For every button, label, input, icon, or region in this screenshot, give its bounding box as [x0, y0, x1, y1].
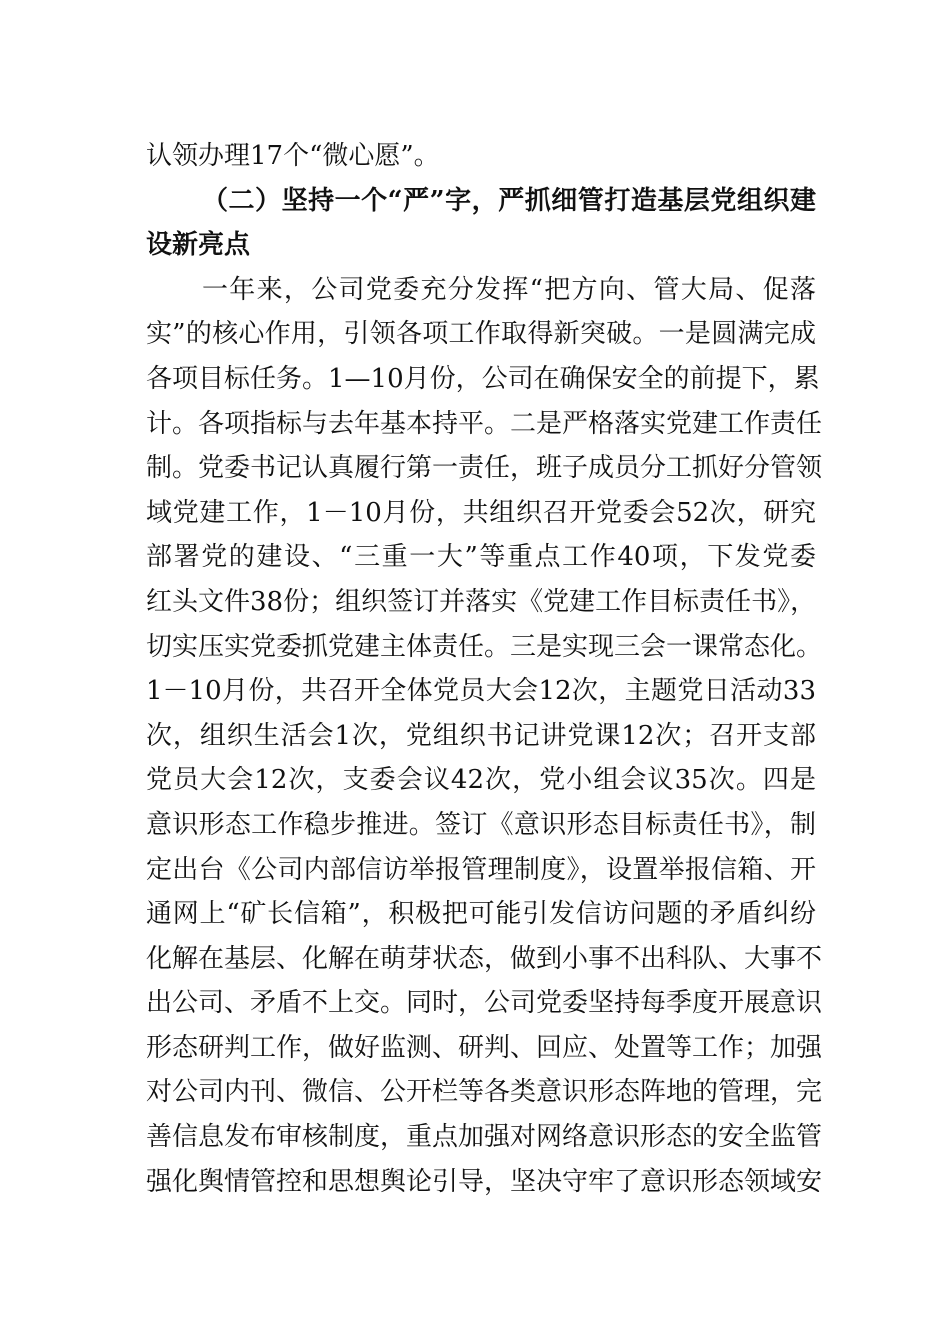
paragraph-line: 通网上“矿长信箱”，积极把可能引发信访问题的矛盾纠纷: [146, 899, 816, 930]
body-text: [146, 134, 823, 1204]
paragraph-line: 1－10月份，共召开全体党员大会12次，主题党日活动33: [146, 676, 816, 707]
paragraph-line: 计。各项指标与去年基本持平。二是严格落实党建工作责任: [146, 408, 823, 439]
paragraph-line: 一年来，公司党委充分发挥“把方向、管大局、促落: [202, 274, 816, 305]
paragraph-line: 制。党委书记认真履行第一责任，班子成员分工抓好分管领: [146, 453, 823, 484]
paragraph-line: 善信息发布审核制度，重点加强对网络意识形态的安全监管: [146, 1122, 823, 1153]
paragraph-line: 强化舆情管控和思想舆论引导，坚决守牢了意识形态领域安: [146, 1166, 823, 1197]
section-heading-line: （二）坚持一个“严”字，严抓细管打造基层党组织建: [202, 185, 816, 216]
paragraph-line: 形态研判工作，做好监测、研判、回应、处置等工作；加强: [146, 1032, 823, 1063]
paragraph-line: 意识形态工作稳步推进。签订《意识形态目标责任书》，制: [146, 809, 816, 840]
paragraph-line: 次，组织生活会1次，党组织书记讲党课12次；召开支部: [146, 720, 816, 751]
paragraph-line: 实”的核心作用，引领各项工作取得新突破。一是圆满完成: [146, 319, 816, 350]
paragraph-line: 认领办理17个“微心愿”。: [146, 141, 440, 171]
paragraph-line: 对公司内刊、微信、公开栏等各类意识形态阵地的管理，完: [146, 1077, 823, 1108]
section-heading-line: 设新亮点: [146, 230, 251, 261]
paragraph-line: 出公司、矛盾不上交。同时，公司党委坚持每季度开展意识: [146, 988, 823, 1019]
paragraph-line: 域党建工作，1－10月份，共组织召开党委会52次，研究: [146, 497, 816, 528]
paragraph-line: 红头文件38份；组织签订并落实《党建工作目标责任书》，: [146, 586, 817, 617]
paragraph-line: 部署党的建设、“三重一大”等重点工作40项，下发党委: [146, 542, 816, 573]
paragraph-line: 化解在基层、化解在萌芽状态，做到小事不出科队、大事不: [146, 943, 823, 974]
paragraph-line: 各项目标任务。1—10月份，公司在确保安全的前提下，累: [146, 363, 820, 394]
paragraph-line: 切实压实党委抓党建主体责任。三是实现三会一课常态化。: [146, 631, 823, 662]
paragraph-line: 定出台《公司内部信访举报管理制度》，设置举报信箱、开: [146, 854, 816, 885]
paragraph-line: 党员大会12次，支委会议42次，党小组会议35次。四是: [146, 765, 816, 796]
